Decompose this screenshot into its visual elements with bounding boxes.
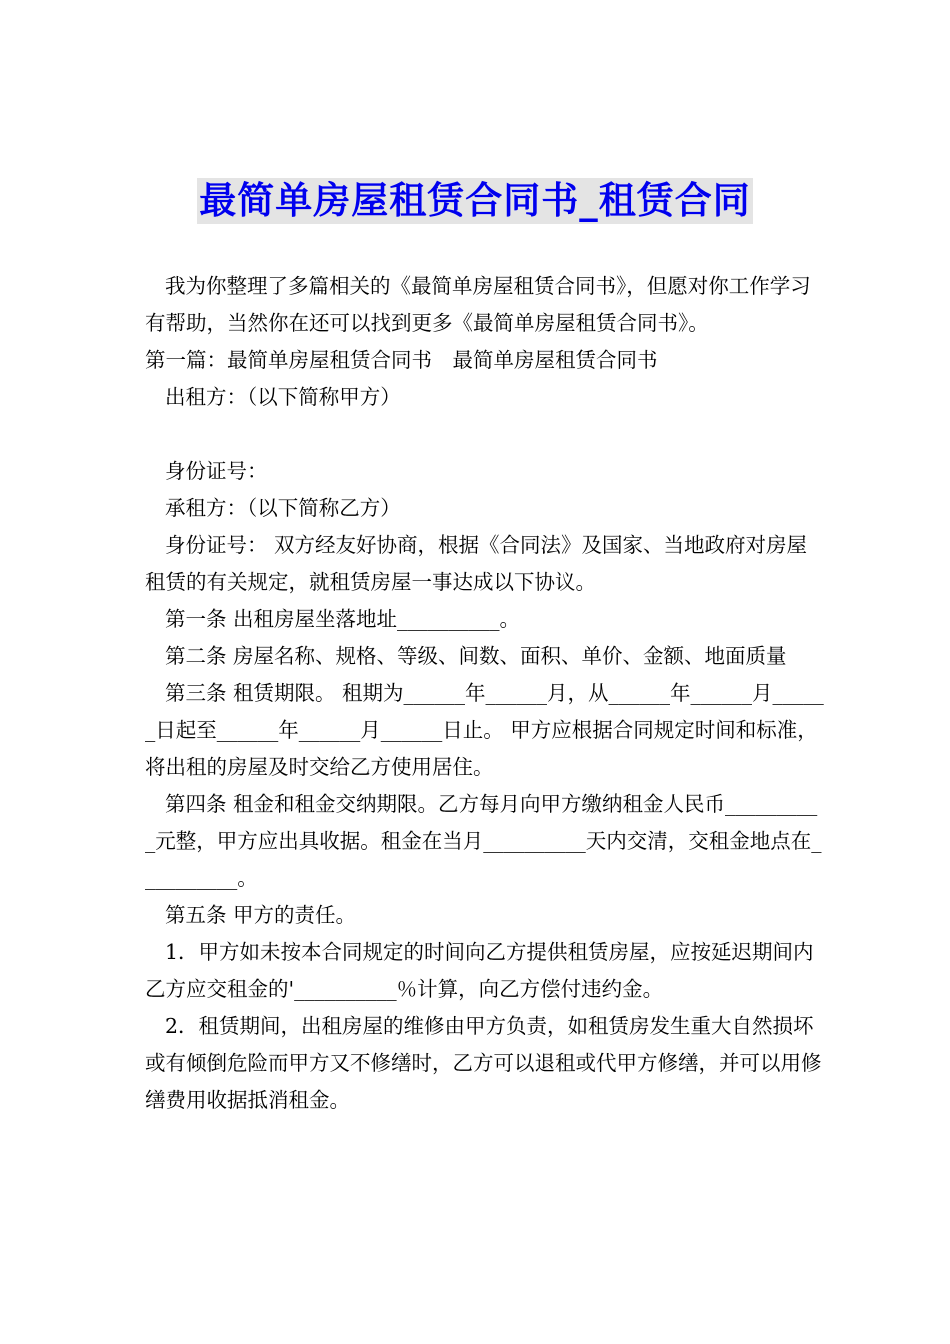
- article-5: 第五条 甲方的责任。: [165, 903, 357, 927]
- article-2: 第二条 房屋名称、规格、等级、间数、面积、单价、金额、地面质量: [165, 644, 787, 668]
- clause-2: 2．租赁期间，出租房屋的维修由甲方负责，如租赁房发生重大自然损坏或有倾倒危险而甲方又不修缮时，乙方可以退租或代甲方修缮，并可以用修缮费用收据抵消租金。: [145, 1014, 822, 1112]
- title-container: [0, 178, 950, 224]
- article-4: 第四条 租金和租金交纳期限。乙方每月向甲方缴纳租金人民币__________元整，甲方应出具收据。租金在当月__________天内交清，交租金地点在__________。: [145, 792, 822, 890]
- clause-1: 1．甲方如未按本合同规定的时间向乙方提供租赁房屋，应按延迟期间内乙方应交租金的'__________％计算，向乙方偿付违约金。: [145, 940, 814, 1001]
- article-1: 第一条 出租房屋坐落地址__________。: [165, 607, 521, 631]
- chapter-heading: 第一篇：最简单房屋租赁合同书 最简单房屋租赁合同书: [145, 348, 658, 372]
- document-title: 最简单房屋租赁合同书_租赁合同: [199, 179, 751, 222]
- paragraph-intro: 我为你整理了多篇相关的《最简单房屋租赁合同书》，但愿对你工作学习有帮助，当然你在还可以找到更多《最简单房屋租赁合同书》。: [145, 274, 811, 335]
- document-body: [145, 268, 825, 1119]
- blank-line: [145, 416, 825, 453]
- paragraph-lessor: 出租方：（以下简称甲方）: [165, 385, 401, 409]
- article-3: 第三条 租赁期限。 租期为______年______月，从______年______月______日起至______年______月______日止。 甲方应根据合同规定时间和标准，将出租的房屋及时交给乙方使用居住。: [145, 681, 824, 779]
- paragraph-lessor-id: 身份证号：: [165, 459, 268, 483]
- paragraph-lessee-id: 身份证号： 双方经友好协商，根据《合同法》及国家、当地政府对房屋租赁的有关规定，就租赁房屋一事达成以下协议。: [145, 533, 808, 594]
- paragraph-lessee: 承租方：（以下简称乙方）: [165, 496, 401, 520]
